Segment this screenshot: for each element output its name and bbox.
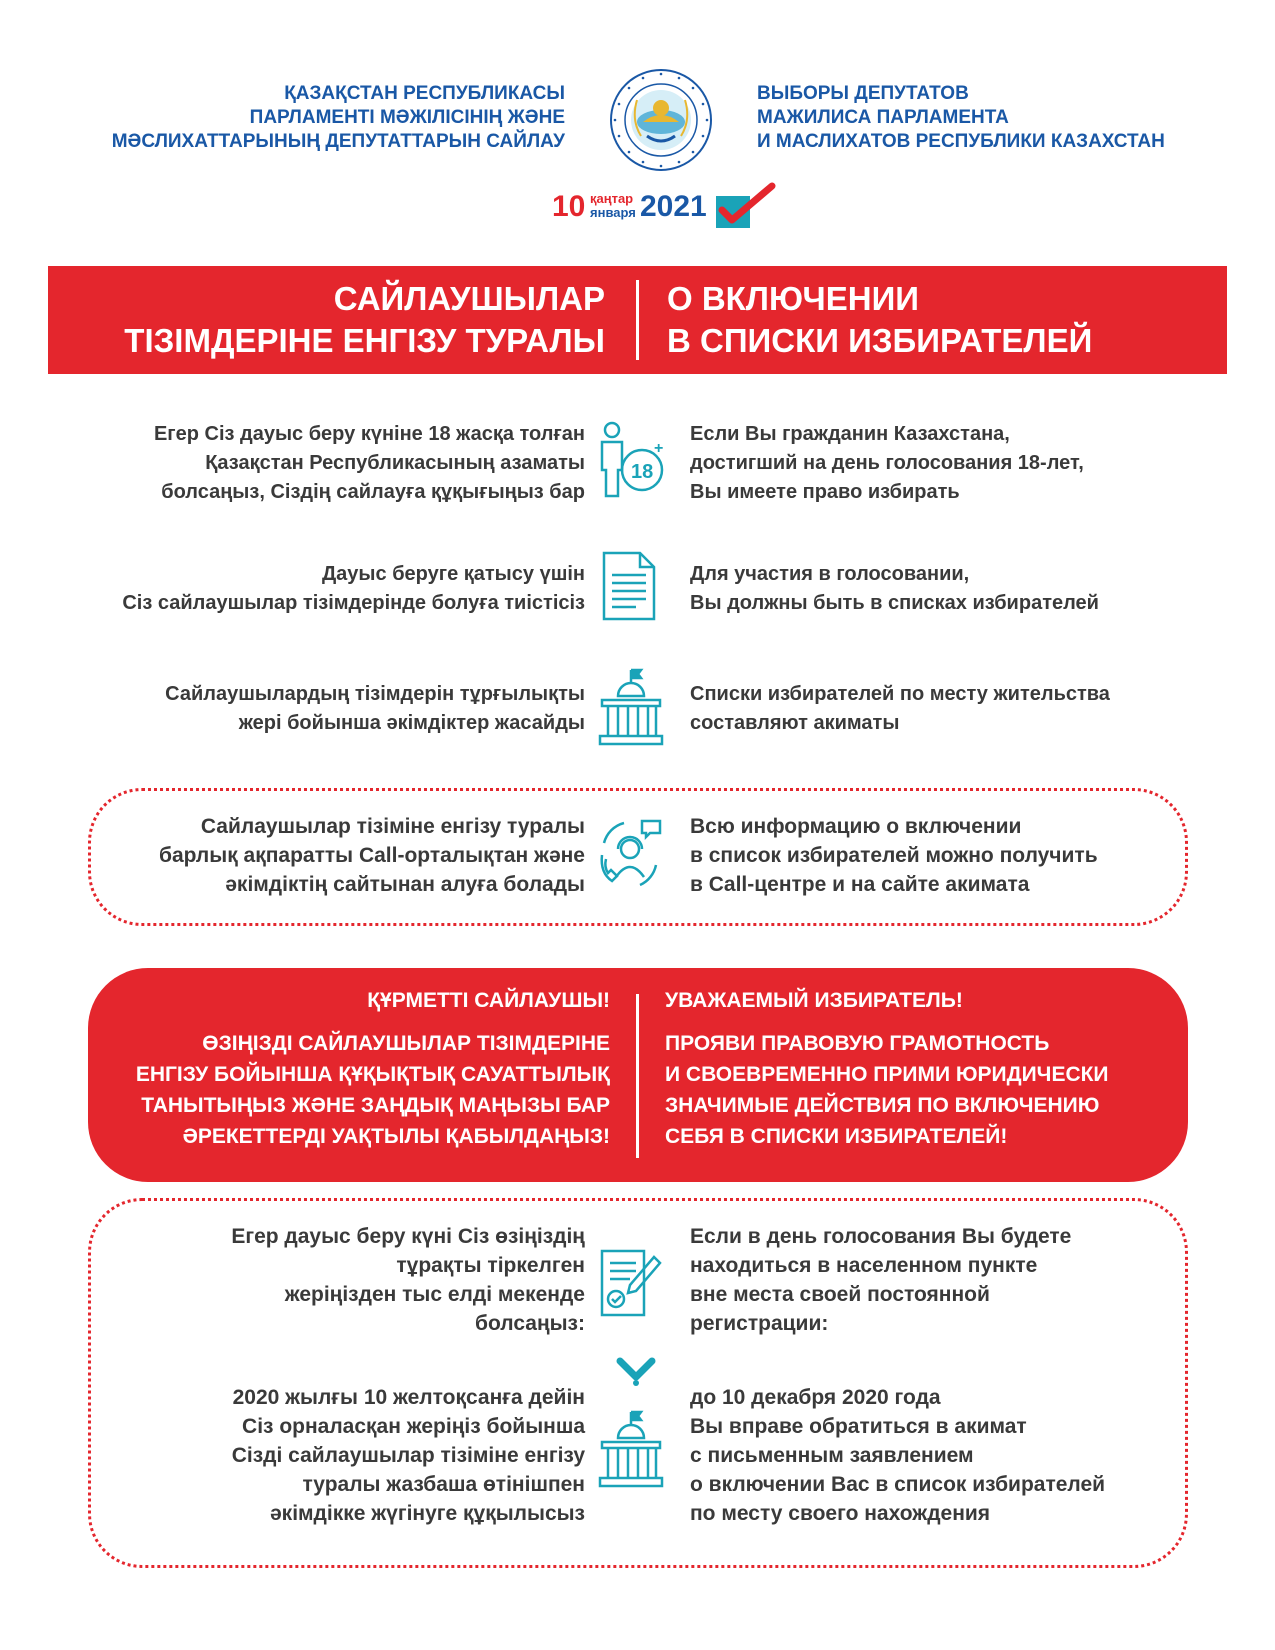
age-badge: 18 <box>631 461 654 483</box>
row-1-kz <box>60 420 585 507</box>
row-4-kz <box>60 812 585 899</box>
election-commission-emblem-icon <box>609 68 713 172</box>
date-year: 2021 <box>640 190 707 223</box>
row-2-kz <box>60 560 585 618</box>
appeal-title-kz: ҚҰРМЕТТІ САЙЛАУШЫ! <box>367 989 610 1012</box>
header-kz-line: ҚАЗАҚСТАН РЕСПУБЛИКАСЫ <box>284 83 565 104</box>
header-ru-line: МАЖИЛИСА ПАРЛАМЕНТА <box>757 107 1009 128</box>
text-line: Сайлаушылардың тізімдерін тұрғылықты <box>165 683 585 705</box>
text-line: тұрақты тіркелген <box>396 1254 585 1277</box>
header-ru-line: ВЫБОРЫ ДЕПУТАТОВ <box>757 83 969 104</box>
text-line: туралы жазбаша өтінішпен <box>302 1473 585 1496</box>
ballot-check-icon <box>712 182 778 232</box>
text-line: по месту своего нахождения <box>690 1502 991 1525</box>
text-line: 2020 жылғы 10 желтоқсанға дейін <box>232 1386 585 1409</box>
banner-title-kz <box>60 278 605 362</box>
banner-kz-line: САЙЛАУШЫЛАР <box>333 280 605 317</box>
svg-text:+: + <box>654 440 664 457</box>
header-title-kz <box>60 82 565 154</box>
date-month-ru: января <box>590 205 636 220</box>
text-line: в список избирателей можно получить <box>690 844 1098 867</box>
akimat-building-icon <box>596 668 666 748</box>
appeal-divider <box>636 994 639 1158</box>
text-line: Вы вправе обратиться в акимат <box>690 1415 1027 1438</box>
text-line: регистрации: <box>690 1312 829 1335</box>
step-2-kz <box>60 1383 585 1528</box>
header-kz-line: ПАРЛАМЕНТІ МӘЖІЛІСІНІҢ ЖӘНЕ <box>249 107 565 128</box>
appeal-line: ӨЗІҢІЗДІ САЙЛАУШЫЛАР ТІЗІМДЕРІНЕ <box>202 1032 610 1055</box>
text-line: Списки избирателей по месту жительства <box>690 683 1110 705</box>
text-line: вне места своей постоянной <box>690 1283 990 1306</box>
banner-title-ru <box>667 278 1207 362</box>
election-date <box>552 184 812 234</box>
text-line: Для участия в голосовании, <box>690 563 970 585</box>
text-line: о включении Вас в список избирателей <box>690 1473 1106 1496</box>
text-line: Сізді сайлаушылар тізіміне енгізу <box>231 1444 585 1467</box>
text-line: барлық ақпаратты Call-орталықтан және <box>158 844 585 867</box>
text-line: с письменным заявлением <box>690 1444 974 1467</box>
row-4-ru <box>690 812 1250 899</box>
text-line: Егер Сіз дауыс беру күніне 18 жасқа толған <box>153 423 585 445</box>
text-line: находиться в населенном пункте <box>690 1254 1038 1277</box>
text-line: Сіз орналасқан жеріңіз бойынша <box>242 1415 585 1438</box>
text-line: Всю информацию о включении <box>690 815 1022 838</box>
text-line: әкімдікке жүгінуге құқылысыз <box>270 1502 585 1525</box>
document-list-icon <box>596 545 666 625</box>
text-line: жері бойынша әкімдіктер жасайды <box>238 712 585 734</box>
signed-application-icon <box>596 1243 666 1323</box>
text-line: Дауыс беруге қатысу үшін <box>321 563 585 585</box>
call-center-icon <box>596 815 666 895</box>
text-line: жеріңізден тыс елді мекенде <box>284 1283 585 1306</box>
appeal-line: ӘРЕКЕТТЕРДІ УАҚТЫЛЫ ҚАБЫЛДАҢЫЗ! <box>182 1125 610 1148</box>
text-line: Вы имеете право избирать <box>690 481 960 503</box>
row-1-ru <box>690 420 1250 507</box>
arrow-down-icon <box>616 1357 656 1387</box>
header-kz-line: МӘСЛИХАТТАРЫНЫҢ ДЕПУТАТТАРЫН САЙЛАУ <box>111 131 565 152</box>
header-ru-line: И МАСЛИХАТОВ РЕСПУБЛИКИ КАЗАХСТАН <box>757 131 1165 152</box>
text-line: Если Вы гражданин Казахстана, <box>690 423 1010 445</box>
text-line: в Call-центре и на сайте акимата <box>690 873 1030 896</box>
text-line: до 10 декабря 2020 года <box>690 1386 941 1409</box>
appeal-body-kz <box>100 1028 610 1152</box>
text-line: болсаңыз, Сіздің сайлауға құқығыңыз бар <box>161 481 585 503</box>
appeal-line: ТАНЫТЫҢЫЗ ЖӘНЕ ЗАҢДЫҚ МАҢЫЗЫ БАР <box>141 1094 610 1117</box>
step-2-ru <box>690 1383 1250 1528</box>
banner-divider <box>636 280 639 360</box>
appeal-line: ПРОЯВИ ПРАВОВУЮ ГРАМОТНОСТЬ <box>665 1032 1050 1055</box>
row-3-ru <box>690 680 1250 738</box>
appeal-title-ru: УВАЖАЕМЫЙ ИЗБИРАТЕЛЬ! <box>665 989 963 1012</box>
appeal-line: ЕНГІЗУ БОЙЫНША ҚҰҚЫҚТЫҚ САУАТТЫЛЫҚ <box>135 1063 610 1086</box>
text-line: Если в день голосования Вы будете <box>690 1225 1072 1248</box>
date-day: 10 <box>552 190 586 223</box>
text-line: Вы должны быть в списках избирателей <box>690 592 1099 614</box>
text-line: составляют акиматы <box>690 712 900 734</box>
appeal-line: И СВОЕВРЕМЕННО ПРИМИ ЮРИДИЧЕСКИ <box>665 1063 1109 1086</box>
text-line: достигший на день голосования 18-лет, <box>690 452 1084 474</box>
appeal-line: ЗНАЧИМЫЕ ДЕЙСТВИЯ ПО ВКЛЮЧЕНИЮ <box>665 1094 1100 1117</box>
step-1-kz <box>60 1222 585 1338</box>
banner-kz-line: ТІЗІМДЕРІНЕ ЕНГІЗУ ТУРАЛЫ <box>124 322 605 359</box>
person-18-plus-icon <box>596 420 666 500</box>
text-line: Сайлаушылар тізіміне енгізу туралы <box>200 815 585 838</box>
text-line: болсаңыз: <box>474 1312 585 1335</box>
appeal-line: СЕБЯ В СПИСКИ ИЗБИРАТЕЛЕЙ! <box>665 1125 1008 1148</box>
text-line: Сіз сайлаушылар тізімдерінде болуға тиістісіз <box>122 592 585 614</box>
text-line: әкімдіктің сайтынан алуға болады <box>225 873 585 896</box>
date-month-kz: қаңтар <box>590 191 634 206</box>
text-line: Егер дауыс беру күні Сіз өзіңіздің <box>231 1225 585 1248</box>
text-line: Қазақстан Республикасының азаматы <box>205 452 585 474</box>
akimat-building-icon <box>596 1410 666 1490</box>
step-1-ru <box>690 1222 1250 1338</box>
row-3-kz <box>60 680 585 738</box>
banner-ru-line: О ВКЛЮЧЕНИИ <box>667 280 920 317</box>
row-2-ru <box>690 560 1250 618</box>
appeal-body-ru <box>665 1028 1185 1152</box>
banner-ru-line: В СПИСКИ ИЗБИРАТЕЛЕЙ <box>667 322 1093 359</box>
header-title-ru <box>757 82 1237 154</box>
